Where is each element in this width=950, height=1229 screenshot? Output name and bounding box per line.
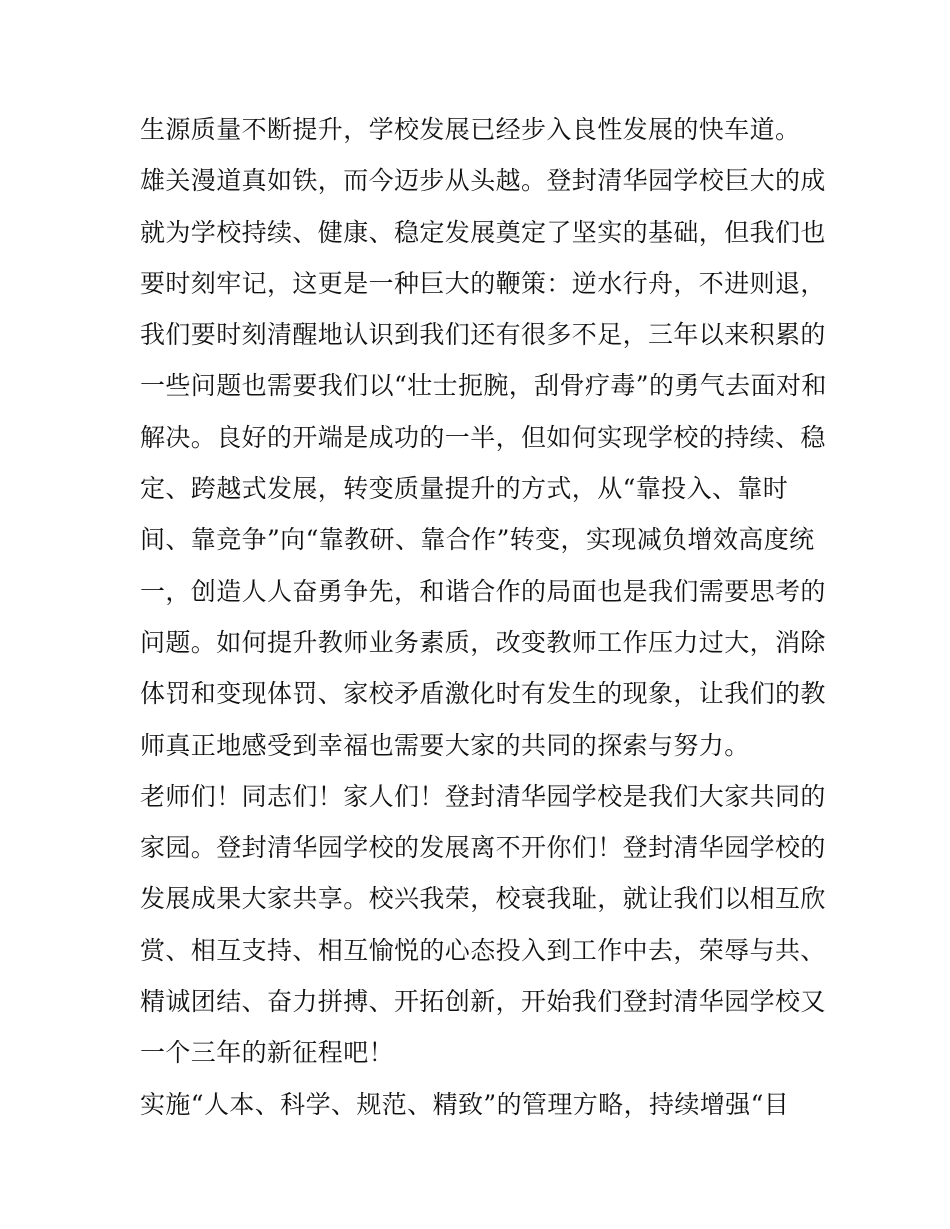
- text-line: 发展成果大家共享。校兴我荣，校衰我耻，就让我们以相互欣: [140, 884, 826, 914]
- body-text: [140, 104, 827, 1130]
- text-line: 定、跨越式发展，转变质量提升的方式，从“靠投入、靠时: [140, 474, 789, 504]
- text-line: 我们要时刻清醒地认识到我们还有很多不足，三年以来积累的: [140, 320, 826, 350]
- text-line: 要时刻牢记，这更是一种巨大的鞭策：逆水行舟，不进则退，: [140, 268, 826, 298]
- text-line: 体罚和变现体罚、家校矛盾激化时有发生的现象，让我们的教: [140, 679, 826, 709]
- text-line: 间、靠竞争”向“靠教研、靠合作”转变，实现减负增效高度统: [140, 525, 815, 555]
- text-line: 老师们！同志们！家人们！登封清华园学校是我们大家共同的: [140, 781, 826, 811]
- text-line: 一，创造人人奋勇争先，和谐合作的局面也是我们需要思考的: [140, 576, 826, 606]
- text-line: 实施“人本、科学、规范、精致”的管理方略，持续增强“目: [140, 1089, 790, 1119]
- text-line: 问题。如何提升教师业务素质，改变教师工作压力过大，消除: [140, 627, 826, 657]
- text-line: 家园。登封清华园学校的发展离不开你们！登封清华园学校的: [140, 833, 826, 863]
- text-line: 解决。良好的开端是成功的一半，但如何实现学校的持续、稳: [140, 422, 826, 452]
- text-line: 生源质量不断提升，学校发展已经步入良性发展的快车道。: [140, 115, 801, 144]
- text-line: 雄关漫道真如铁，而今迈步从头越。登封清华园学校巨大的成: [140, 166, 826, 196]
- text-line: 赏、相互支持、相互愉悦的心态投入到工作中去，荣辱与共、: [140, 935, 826, 965]
- text-line: 精诚团结、奋力拼搏、开拓创新，开始我们登封清华园学校又: [140, 987, 826, 1017]
- text-line: 就为学校持续、健康、稳定发展奠定了坚实的基础，但我们也: [140, 217, 826, 247]
- text-line: 一个三年的新征程吧！: [140, 1038, 395, 1068]
- text-line: 师真正地感受到幸福也需要大家的共同的探索与努力。: [140, 730, 750, 760]
- text-line: 一些问题也需要我们以“壮士扼腕，刮骨疗毒”的勇气去面对和: [140, 371, 827, 401]
